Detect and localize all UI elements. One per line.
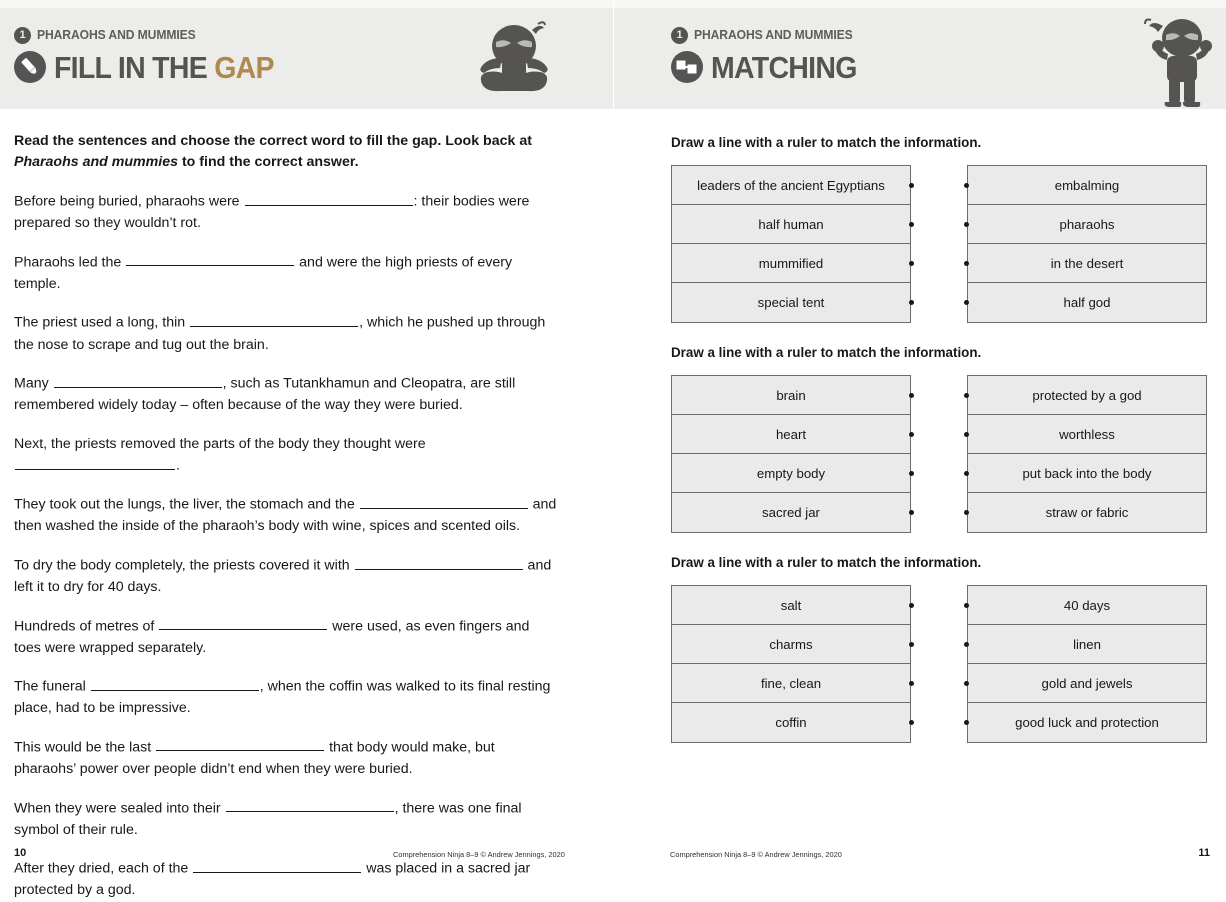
fill-gap-sentence — [14, 858, 559, 902]
sentence-text-after: : their bodies were prepared so they wouldn’t rot. — [14, 193, 530, 232]
answer-blank[interactable] — [15, 455, 175, 469]
connector-dot[interactable] — [909, 642, 914, 647]
right-page-body — [614, 109, 1226, 743]
fill-gap-sentence — [14, 373, 559, 417]
connector-dot[interactable] — [909, 510, 914, 515]
page-number: 11 — [1198, 847, 1210, 859]
connector-dot[interactable] — [964, 432, 969, 437]
matching-columns — [671, 585, 1207, 743]
ninja-standing-icon — [1141, 14, 1223, 109]
page-right — [613, 0, 1226, 881]
matching-item-label: salt — [780, 597, 802, 613]
matching-item[interactable] — [968, 703, 1206, 742]
header-top-rule — [614, 0, 1226, 8]
connector-dot[interactable] — [964, 222, 969, 227]
sentence-text-after: were used, as even fingers and toes were wrapped separately. — [14, 618, 530, 656]
fill-gap-sentence — [14, 494, 559, 538]
matching-item-label: empty body — [756, 465, 826, 481]
answer-blank[interactable] — [54, 373, 222, 387]
unit-number-badge: 1 — [14, 27, 31, 44]
matching-block — [671, 555, 1206, 743]
answer-blank[interactable] — [360, 494, 528, 508]
matching-item-label: heart — [775, 426, 807, 442]
connector-dot[interactable] — [909, 720, 914, 725]
matching-item[interactable] — [672, 283, 910, 322]
matching-item-label: sacred jar — [762, 505, 820, 520]
sentence-text-after: . — [176, 457, 180, 474]
matching-block — [671, 345, 1206, 533]
right-page-footer — [614, 847, 1226, 861]
sentence-text-before: The priest used a long, thin — [14, 314, 190, 331]
matching-item[interactable] — [672, 493, 910, 532]
sentence-text-before: The funeral — [14, 678, 90, 695]
connector-dot[interactable] — [964, 510, 969, 515]
matching-item-label: half human — [758, 216, 824, 232]
matching-item[interactable] — [968, 283, 1206, 322]
matching-item[interactable] — [672, 703, 910, 742]
matching-column-right — [967, 585, 1207, 743]
matching-item[interactable] — [672, 376, 910, 415]
matching-item[interactable] — [672, 415, 910, 454]
matching-item[interactable] — [672, 586, 910, 625]
matching-item-label: leaders of the ancient Egyptians — [697, 177, 885, 193]
matching-item[interactable] — [968, 625, 1206, 664]
sentence-text-after: and left it to dry for 40 days. — [14, 557, 552, 596]
left-header-content — [14, 26, 293, 83]
sentence-text-before: Before being buried, pharaohs were — [14, 193, 244, 210]
matching-item[interactable] — [968, 205, 1206, 244]
sentence-text-after: , which he pushed up through the nose to scrape and tug out the brain. — [14, 314, 546, 353]
matching-instruction: Draw a line with a ruler to match the information. — [671, 345, 982, 360]
connector-dot[interactable] — [909, 261, 914, 266]
header-top-rule — [0, 0, 613, 8]
answer-blank[interactable] — [190, 312, 358, 326]
matching-item-label: special tent — [757, 295, 825, 310]
matching-item-label: put back into the body — [1022, 465, 1152, 481]
matching-column-right — [967, 165, 1207, 323]
connector-dot[interactable] — [909, 432, 914, 437]
matching-item[interactable] — [968, 664, 1206, 703]
sentence-text-after: , when the coffin was walked to its final resting place, had to be impressive. — [14, 678, 551, 717]
answer-blank[interactable] — [91, 676, 259, 690]
matching-item-label: charms — [769, 636, 813, 652]
connector-dot[interactable] — [964, 642, 969, 647]
left-page-footer — [0, 847, 613, 861]
sentence-text-after: and then washed the inside of the pharaoh’s body with wine, spices and scented oils. — [14, 496, 557, 535]
connector-dot[interactable] — [909, 681, 914, 686]
connector-dot[interactable] — [964, 603, 969, 608]
matching-column-left — [671, 165, 911, 323]
matching-column-left — [671, 585, 911, 743]
fill-gap-sentence — [14, 737, 559, 781]
matching-item-label: good luck and protection — [1015, 715, 1159, 730]
instruction-line2: to find the correct answer. — [178, 153, 359, 170]
sentence-text-after: , such as Tutankhamun and Cleopatra, are still remembered widely today – often because of the way they were buried. — [14, 375, 516, 414]
fill-gap-sentence — [14, 252, 559, 296]
matching-item-label: mummified — [758, 255, 824, 271]
matching-item[interactable] — [968, 166, 1206, 205]
connector-dot[interactable] — [909, 300, 914, 305]
answer-blank[interactable] — [159, 616, 327, 630]
matching-item-label: embalming — [1054, 177, 1120, 193]
matching-item[interactable] — [968, 586, 1206, 625]
matching-item[interactable] — [672, 205, 910, 244]
matching-block — [671, 135, 1206, 323]
ninja-sitting-icon — [466, 18, 562, 101]
left-eyebrow-label: PHARAOHS AND MUMMIES — [37, 28, 196, 42]
connector-dot[interactable] — [909, 183, 914, 188]
sentence-text-before: They took out the lungs, the liver, the stomach and the — [14, 496, 359, 513]
copyright-credit: Comprehension Ninja 8–9 © Andrew Jennings, 2020 — [393, 850, 565, 859]
matching-item-label: linen — [1073, 636, 1101, 652]
matching-item[interactable] — [968, 493, 1206, 532]
fill-gap-sentence — [14, 434, 559, 478]
sentence-text-after: , there was one final symbol of their rule. — [14, 800, 522, 838]
matching-item[interactable] — [672, 625, 910, 664]
answer-blank[interactable] — [126, 252, 294, 266]
matching-item-label: worthless — [1059, 426, 1115, 442]
matching-item-label: in the desert — [1050, 255, 1124, 271]
left-title-part2: GAP — [214, 49, 274, 85]
connector-dot[interactable] — [964, 261, 969, 266]
matching-item[interactable] — [672, 166, 910, 205]
connector-dot[interactable] — [964, 300, 969, 305]
matching-item-label: brain — [776, 387, 806, 403]
matching-item-label: pharaohs — [1059, 216, 1115, 232]
sentence-text-after: that body would make, but pharaohs’ power over people didn’t end when they were buried. — [14, 739, 495, 778]
answer-blank[interactable] — [355, 555, 523, 569]
connector-dot[interactable] — [964, 720, 969, 725]
matching-column-right — [967, 375, 1207, 533]
fill-gap-instruction — [14, 131, 534, 172]
right-page-header — [614, 0, 1226, 109]
left-page-title — [54, 49, 274, 85]
instruction-line1: Read the sentences and choose the correct word to fill the gap. Look back at — [14, 133, 532, 149]
sentence-text-before: Hundreds of metres of — [14, 618, 159, 635]
matching-item-label: fine, clean — [760, 675, 822, 691]
fill-gap-sentence — [14, 555, 559, 599]
matching-instruction: Draw a line with a ruler to match the information. — [671, 135, 982, 150]
fill-gap-sentence — [14, 798, 559, 842]
left-page-body — [0, 109, 613, 902]
sentence-text-before: After they dried, each of the — [14, 860, 193, 877]
matching-item[interactable] — [968, 376, 1206, 415]
matching-item-label: straw or fabric — [1045, 505, 1129, 520]
page-left — [0, 0, 613, 899]
matching-link-icon — [671, 51, 703, 83]
copyright-credit: Comprehension Ninja 8–9 © Andrew Jennings, 2020 — [670, 850, 842, 859]
answer-blank[interactable] — [156, 737, 324, 751]
matching-item[interactable] — [968, 454, 1206, 493]
matching-item-label: coffin — [775, 715, 807, 730]
matching-item[interactable] — [672, 454, 910, 493]
left-eyebrow — [14, 26, 293, 44]
fill-gap-sentence — [14, 616, 559, 660]
connector-dot[interactable] — [964, 681, 969, 686]
matching-column-left — [671, 375, 911, 533]
matching-columns — [671, 165, 1207, 323]
sentence-text-before: When they were sealed into their — [14, 800, 225, 817]
answer-blank[interactable] — [245, 191, 413, 205]
right-eyebrow — [671, 26, 869, 44]
pencil-icon — [14, 51, 46, 83]
answer-blank[interactable] — [226, 798, 394, 812]
matching-item[interactable] — [672, 244, 910, 283]
sentence-text-before: To dry the body completely, the priests covered it with — [14, 557, 354, 574]
connector-dot[interactable] — [964, 183, 969, 188]
matching-item-label: protected by a god — [1032, 387, 1142, 403]
sentence-text-before: Pharaohs led the — [14, 254, 126, 271]
matching-item-label: 40 days — [1063, 597, 1111, 613]
sentence-text-before: This would be the last — [14, 739, 156, 756]
left-page-header — [0, 0, 613, 109]
connector-dot[interactable] — [909, 603, 914, 608]
instruction-source-title: Pharaohs and mummies — [14, 153, 178, 170]
sentence-text-after: and were the high priests of every temple. — [14, 254, 513, 292]
sentence-text-before: Next, the priests removed the parts of the body they thought were — [14, 435, 426, 452]
right-page-title: MATCHING — [711, 49, 857, 85]
page-number: 10 — [14, 847, 27, 859]
unit-number-badge: 1 — [671, 27, 688, 44]
left-title-row — [14, 51, 293, 83]
matching-item[interactable] — [968, 244, 1206, 283]
matching-instruction: Draw a line with a ruler to match the information. — [671, 555, 982, 570]
fill-gap-sentence — [14, 191, 559, 235]
connector-dot[interactable] — [964, 471, 969, 476]
matching-item-label: half god — [1063, 295, 1111, 310]
sentence-text-after: was placed in a sacred jar protected by a god. — [14, 860, 531, 899]
left-title-part1: FILL IN THE — [54, 49, 207, 85]
right-title-row — [671, 51, 869, 83]
matching-item-label: gold and jewels — [1041, 675, 1133, 691]
fill-gap-sentence — [14, 312, 559, 356]
right-eyebrow-label: PHARAOHS AND MUMMIES — [694, 28, 853, 42]
right-header-content — [671, 26, 869, 83]
matching-item[interactable] — [672, 664, 910, 703]
connector-dot[interactable] — [909, 222, 914, 227]
matching-columns — [671, 375, 1207, 533]
matching-item[interactable] — [968, 415, 1206, 454]
connector-dot[interactable] — [909, 471, 914, 476]
connector-dot[interactable] — [964, 393, 969, 398]
sentence-text-before: Many — [14, 375, 53, 392]
fill-gap-sentence — [14, 676, 559, 720]
connector-dot[interactable] — [909, 393, 914, 398]
